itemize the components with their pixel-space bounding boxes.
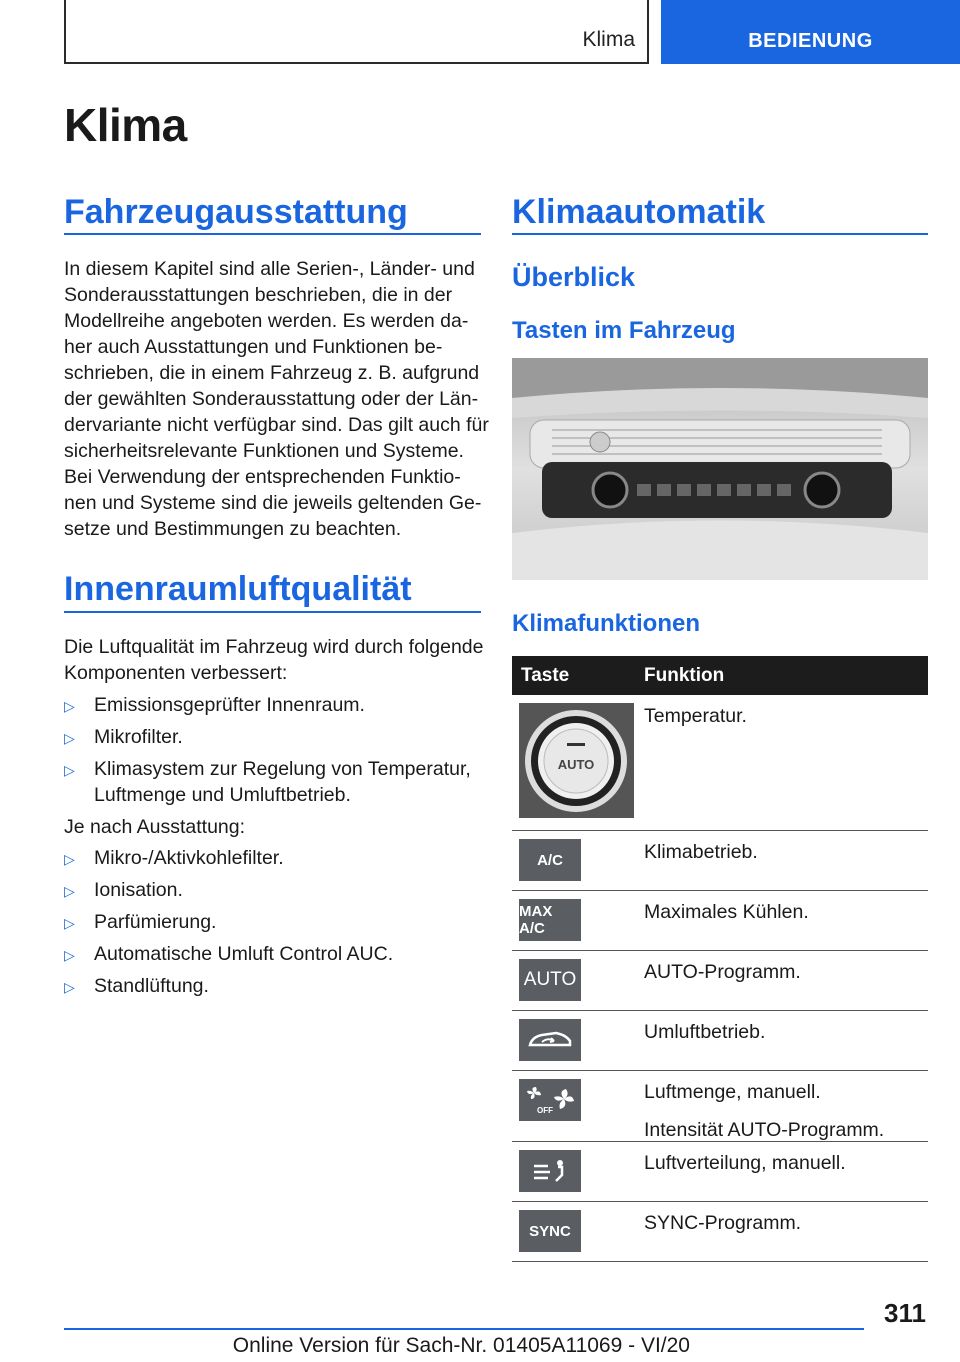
- function-text: Maximales Kühlen.: [644, 901, 809, 923]
- bullet-item: ▷ Klimasystem zur Regelung von Temperatur, Luftmenge und Umluftbetrieb.: [64, 758, 471, 806]
- air-distribution-graphic: [530, 1157, 570, 1185]
- heading-klimafunktionen: Klimafunktionen: [512, 610, 701, 637]
- bullet-triangle-icon: ▷: [64, 762, 75, 778]
- function-text: Klimabetrieb.: [644, 841, 758, 863]
- temperature-knob-icon: [519, 703, 634, 818]
- table-row: [512, 1011, 928, 1071]
- knob-auto-label: AUTO: [557, 757, 595, 772]
- table-row: [512, 1142, 928, 1202]
- bullet-item: ▷ Emissionsgeprüfter Innenraum.: [64, 692, 484, 718]
- bullet-triangle-icon: ▷: [64, 851, 75, 867]
- column-header-funktion: Funktion: [644, 665, 725, 686]
- heading-klimaautomatik: Klimaautomatik: [512, 193, 766, 231]
- bullet-item: ▷ Mikrofilter.: [64, 724, 484, 750]
- function-text-secondary: Intensität AUTO-Programm.: [644, 1119, 885, 1141]
- text-line: sicherheitsrelevante Funktionen und Systeme.: [64, 440, 464, 462]
- fan-icon: [519, 1079, 581, 1121]
- table-row: [512, 831, 928, 891]
- bullet-triangle-icon: ▷: [64, 883, 75, 899]
- table-header: [512, 656, 928, 695]
- temperature-knob-graphic: [519, 703, 634, 818]
- fahrzeug-paragraph: [64, 256, 494, 542]
- heading-rule: [64, 233, 481, 235]
- table-row: [512, 695, 928, 831]
- function-text: Temperatur.: [644, 705, 747, 727]
- fan-graphic: [522, 1083, 578, 1117]
- auto-button-icon: AUTO: [519, 959, 581, 1001]
- heading-tasten-im-fahrzeug: Tasten im Fahrzeug: [512, 317, 736, 344]
- table-row: [512, 891, 928, 951]
- text-line: der gewählten Sonderausstattung oder der Län-: [64, 388, 479, 410]
- page-number: 311: [884, 1298, 926, 1328]
- column-header-taste: Taste: [521, 665, 570, 686]
- footer-online-version: Online Version für Sach-Nr. 01405A11069 - VI/20: [232, 1334, 690, 1357]
- text-line: Modellreihe angeboten werden. Es werden da-: [64, 310, 469, 332]
- je-nach-ausstattung: Je nach Ausstattung:: [64, 816, 246, 838]
- innen-intro: [64, 634, 494, 686]
- text-line: Komponenten verbessert:: [64, 662, 288, 684]
- text-line: Sonderausstattungen beschrieben, die in der: [64, 284, 453, 306]
- text-line: In diesem Kapitel sind alle Serien-, Länder- und: [64, 258, 475, 280]
- function-text: Luftmenge, manuell.: [644, 1081, 821, 1103]
- bullet-item: ▷ Parfümierung.: [64, 909, 484, 935]
- function-text: SYNC-Programm.: [644, 1212, 802, 1234]
- text-line: Bei Verwendung der entsprechenden Funktio-: [64, 466, 461, 488]
- header-chapter-tab: BEDIENUNG: [661, 0, 960, 64]
- footer-rule: [64, 1328, 864, 1330]
- bullet-triangle-icon: ▷: [64, 947, 75, 963]
- bullet-triangle-icon: ▷: [64, 979, 75, 995]
- climate-panel-photo: [512, 358, 928, 580]
- ac-button-icon: A/C: [519, 839, 581, 881]
- text-line: Die Luftqualität im Fahrzeug wird durch folgende: [64, 636, 484, 658]
- text-line: her auch Ausstattungen und Funktionen be-: [64, 336, 443, 358]
- table-row: [512, 951, 928, 1011]
- bullet-triangle-icon: ▷: [64, 698, 75, 714]
- heading-innenraumluftqualitaet: Innenraumluftqualität: [64, 570, 412, 608]
- bullet-triangle-icon: ▷: [64, 730, 75, 746]
- climate-panel-illustration: [512, 358, 928, 580]
- bullet-triangle-icon: ▷: [64, 915, 75, 931]
- text-line: schrieben, die in einem Fahrzeug z. B. aufgrund: [64, 362, 480, 384]
- table-row: [512, 1202, 928, 1262]
- heading-rule: [64, 611, 481, 613]
- air-distribution-icon: [519, 1150, 581, 1192]
- text-line: setze und Bestimmungen zu beachten.: [64, 518, 402, 540]
- bullet-item: ▷ Mikro-/Aktivkohlefilter.: [64, 845, 484, 871]
- function-text: Umluftbetrieb.: [644, 1021, 766, 1043]
- heading-fahrzeugausstattung: Fahrzeugausstattung: [64, 193, 408, 231]
- bullet-item: ▷ Ionisation.: [64, 877, 484, 903]
- page-title: Klima: [64, 99, 187, 151]
- table-row: [512, 1071, 928, 1142]
- max-ac-button-icon: MAX A/C: [519, 899, 581, 941]
- function-text: AUTO-Programm.: [644, 961, 801, 983]
- fan-off-label: OFF: [537, 1106, 553, 1115]
- bullet-item: ▷ Automatische Umluft Control AUC.: [64, 941, 484, 967]
- header-section-label: Klima: [582, 28, 635, 51]
- heading-rule: [512, 233, 928, 235]
- text-line: nen und Systeme sind die jeweils geltenden Ge-: [64, 492, 482, 514]
- functions-table: [512, 656, 928, 1262]
- function-text: Luftverteilung, manuell.: [644, 1152, 846, 1174]
- bullet-item: ▷ Standlüftung.: [64, 973, 484, 999]
- sync-button-icon: SYNC: [519, 1210, 581, 1252]
- recirculation-car-graphic: [526, 1027, 574, 1053]
- heading-ueberblick: Überblick: [512, 262, 636, 292]
- recirculation-icon: [519, 1019, 581, 1061]
- text-line: dervariante nicht verfügbar sind. Das gilt auch für: [64, 414, 489, 436]
